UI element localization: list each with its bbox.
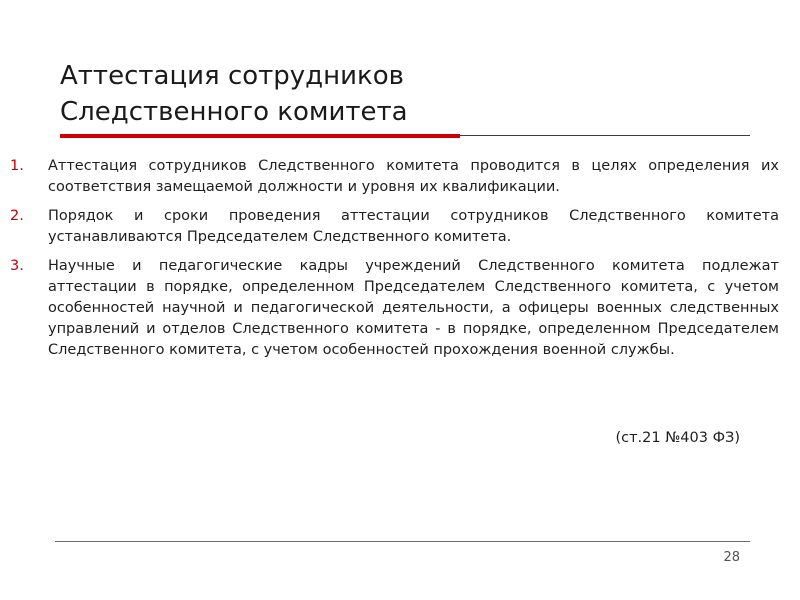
page-number: 28 — [723, 550, 740, 565]
title-underline-bar — [60, 134, 460, 138]
slide-title — [60, 58, 740, 130]
list-item-text: Научные и педагогические кадры учреждений Следственного комитета подлежат аттестации в порядке, определенном Председателем Следственного комитета, с учетом особенностей научной и педагогической деятельности, а офицеры военных следственных управлений и отделов Следственного комитета - в порядке, определенном Председателем Следственного комитета, с учетом особенностей прохождения военной службы. — [48, 258, 779, 358]
list-item-number: 2. — [10, 208, 24, 224]
slide-title-line-2: Следственного комитета — [60, 97, 408, 127]
content-list — [10, 156, 779, 369]
list-item — [10, 156, 779, 198]
law-citation: (ст.21 №403 ФЗ) — [615, 430, 740, 446]
slide-title-line-1: Аттестация сотрудников — [60, 61, 404, 91]
list-item-number: 3. — [10, 258, 24, 274]
list-item-text: Порядок и сроки проведения аттестации сотрудников Следственного комитета устанавливаются Председателем Следственного комитета. — [48, 208, 779, 245]
list-item — [10, 206, 779, 248]
list-item-number: 1. — [10, 158, 24, 174]
title-underline-rule — [460, 135, 750, 136]
footer-rule — [55, 541, 750, 542]
list-item-text: Аттестация сотрудников Следственного комитета проводится в целях определения их соответствия замещаемой должности и уровня их квалификации. — [48, 158, 779, 195]
list-item — [10, 256, 779, 361]
